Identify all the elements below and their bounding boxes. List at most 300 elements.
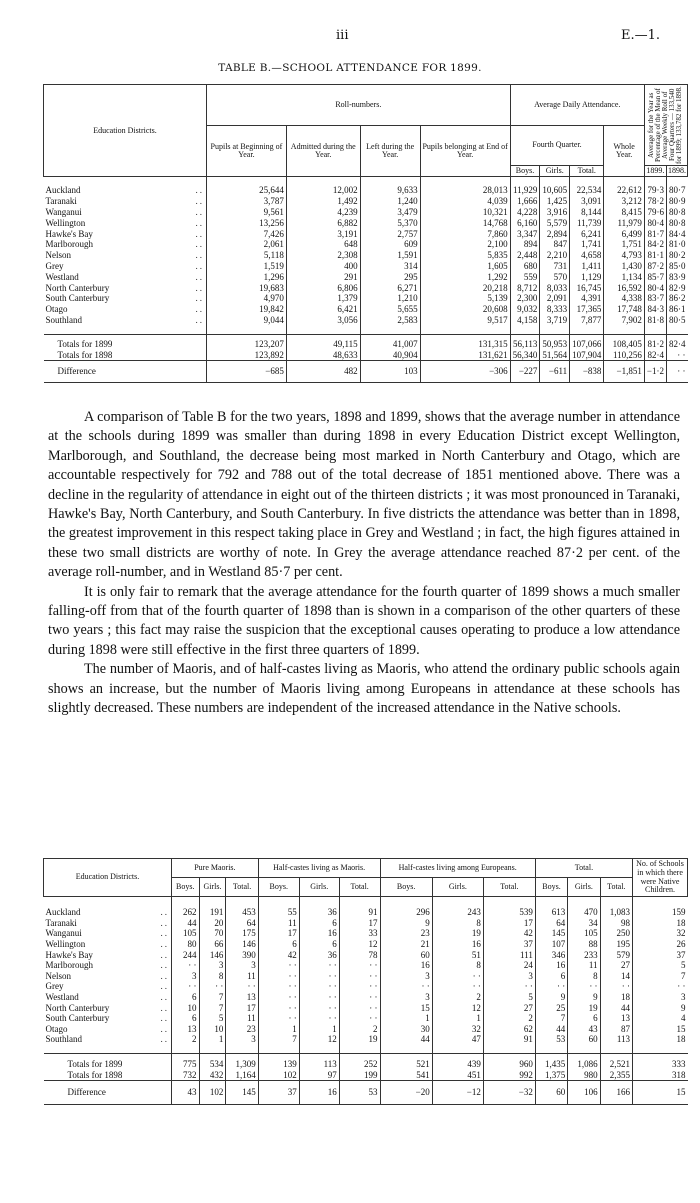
- table-cell: 9: [535, 992, 567, 1003]
- district-label: Westland: [45, 271, 79, 282]
- table-cell: 3,787: [207, 196, 287, 207]
- table-cell: 7,860: [420, 229, 510, 240]
- table-cell: −1,851: [604, 361, 644, 383]
- table-cell: 9,517: [420, 315, 510, 334]
- table-cell: 3,212: [604, 196, 644, 207]
- table-cell: 145: [535, 928, 567, 939]
- table-b: [43, 84, 688, 383]
- table-cell: 8,144: [570, 207, 604, 218]
- table-cell: 30: [380, 1024, 432, 1035]
- table-cell: 4: [633, 1013, 688, 1024]
- col-header-pupils-begin: Pupils at Beginning of Year.: [207, 126, 287, 177]
- table-cell: 36: [299, 950, 339, 961]
- table-cell: 613: [535, 897, 567, 918]
- table-row: [44, 334, 688, 349]
- table-cell: 244: [172, 950, 200, 961]
- table-cell: 6,882: [286, 218, 360, 229]
- table-cell: 252: [339, 1053, 380, 1069]
- table-cell: 1,425: [540, 196, 570, 207]
- table-cell: 66: [199, 939, 226, 950]
- district-label: Wellington: [45, 217, 86, 228]
- table-cell: −611: [540, 361, 570, 383]
- table-row: [44, 361, 688, 383]
- table-cell: 44: [172, 918, 200, 929]
- table-cell: 10,321: [420, 207, 510, 218]
- table-cell: 106: [568, 1081, 600, 1105]
- table-cell: 3: [226, 1034, 258, 1053]
- table-cell: 91: [339, 897, 380, 918]
- table-cell: 8: [432, 918, 483, 929]
- table-cell: 6,421: [286, 304, 360, 315]
- district-name: Grey ..: [45, 260, 204, 271]
- district-label: Southland: [45, 1034, 83, 1045]
- district-name: Wellington ..: [45, 938, 169, 949]
- table-cell: 541: [380, 1070, 432, 1081]
- table-cell: 3: [226, 960, 258, 971]
- table-cell: 26: [633, 939, 688, 950]
- table-cell: 2,757: [360, 229, 420, 240]
- table-cell: 7: [258, 1034, 299, 1053]
- table-row: [44, 283, 688, 294]
- table-cell: 314: [360, 261, 420, 272]
- col-header-whole-year: Whole Year.: [604, 126, 644, 177]
- col-header-half-castes-europeans: Half-castes living among Europeans.: [380, 859, 535, 878]
- col-header-1898: 1898.: [667, 166, 686, 175]
- table-cell: 847: [540, 239, 570, 250]
- table-row: [44, 177, 688, 196]
- table-cell: 3: [483, 971, 535, 982]
- district-name: Taranaki ..: [45, 917, 169, 928]
- table-cell: 2,100: [420, 239, 510, 250]
- table-cell: 5,118: [207, 250, 287, 261]
- table-cell: 6: [299, 918, 339, 929]
- table-row: [44, 304, 688, 315]
- table-cell: 775: [172, 1053, 200, 1069]
- table-cell: 296: [380, 897, 432, 918]
- district-label: North Canterbury: [45, 1002, 110, 1013]
- table-cell: 44: [380, 1034, 432, 1053]
- table-cell: 97: [299, 1070, 339, 1081]
- table-cell: 8,415: [604, 207, 644, 218]
- district-name: Marlborough ..: [45, 960, 169, 971]
- table-cell: 8,333: [540, 304, 570, 315]
- table-cell: −227: [510, 361, 540, 383]
- table-cell: 86·1: [666, 304, 687, 315]
- district-label: Nelson: [45, 250, 71, 261]
- table-cell: 8: [199, 971, 226, 982]
- district-name: Marlborough ..: [45, 239, 204, 250]
- table-cell: 83·9: [666, 272, 687, 283]
- table-row: [44, 981, 688, 992]
- table-cell: 3: [380, 992, 432, 1003]
- table-cell: 4,239: [286, 207, 360, 218]
- table-cell: 145: [226, 1081, 258, 1105]
- table-cell: · ·: [199, 981, 226, 992]
- district-name: Auckland ..: [45, 185, 204, 196]
- table-cell: 3,916: [540, 207, 570, 218]
- table-row: [44, 350, 688, 361]
- col-header-roll: Roll-numbers.: [207, 85, 511, 126]
- district-label: Marlborough: [45, 960, 93, 971]
- table-row: [44, 1024, 688, 1035]
- table-cell: · ·: [258, 981, 299, 992]
- table-cell: 15: [633, 1024, 688, 1035]
- district-name: Otago ..: [45, 304, 204, 315]
- table-cell: 1,591: [360, 250, 420, 261]
- table-cell: 11: [258, 918, 299, 929]
- percentage-header-text: Average for the Year as Percentage of the Mean of Average Weekly Roll of Four Quarters — 133,540 for 1899; 133,782 for 1898.: [647, 86, 684, 164]
- table-cell: 9: [633, 1003, 688, 1014]
- table-cell: 20,608: [420, 304, 510, 315]
- district-name: [44, 1070, 172, 1081]
- table-cell: 13,256: [207, 218, 287, 229]
- table-cell: 44: [600, 1003, 632, 1014]
- table-cell: 1,435: [535, 1053, 567, 1069]
- table-row: [44, 928, 688, 939]
- table-cell: 1: [299, 1024, 339, 1035]
- table-cell: 55: [258, 897, 299, 918]
- table-cell: 85·0: [666, 261, 687, 272]
- district-label: Wellington: [45, 938, 86, 949]
- table-cell: · ·: [299, 960, 339, 971]
- table-row: [44, 196, 688, 207]
- table-cell: 16,592: [604, 283, 644, 294]
- table-cell: 85·7: [644, 272, 666, 283]
- table-cell: 60: [535, 1081, 567, 1105]
- district-name: [44, 1081, 172, 1105]
- table-cell: 166: [600, 1081, 632, 1105]
- page-header: [0, 28, 700, 46]
- table-row: [44, 1003, 688, 1014]
- table-cell: 243: [432, 897, 483, 918]
- table-cell: 3,347: [510, 229, 540, 240]
- col-header-boys: Boys.: [258, 878, 299, 897]
- table-cell: 2,210: [540, 250, 570, 261]
- table-cell: 19: [568, 1003, 600, 1014]
- table-cell: 1,309: [226, 1053, 258, 1069]
- district-name: Nelson ..: [45, 250, 204, 261]
- table-row: [44, 1053, 688, 1069]
- table-cell: 81·1: [644, 250, 666, 261]
- table-cell: 4,338: [604, 293, 644, 304]
- table-cell: 2,448: [510, 250, 540, 261]
- col-header-boys: Boys.: [380, 878, 432, 897]
- table-cell: 82·4: [644, 350, 666, 361]
- table-cell: 81·2: [644, 334, 666, 349]
- district-name: Southland ..: [45, 314, 204, 325]
- table-cell: 732: [172, 1070, 200, 1081]
- table-row: [44, 250, 688, 261]
- table-cell: 16,745: [570, 283, 604, 294]
- table-cell: 37: [258, 1081, 299, 1105]
- table-cell: 400: [286, 261, 360, 272]
- col-header-left: Left during the Year.: [360, 126, 420, 177]
- table-cell: · ·: [172, 960, 200, 971]
- district-name: North Canterbury ..: [45, 1002, 169, 1013]
- district-label: Hawke's Bay: [45, 949, 93, 960]
- table-cell: 25,644: [207, 177, 287, 196]
- table-cell: · ·: [535, 981, 567, 992]
- table-cell: 1,666: [510, 196, 540, 207]
- table-cell: 60: [568, 1034, 600, 1053]
- table-cell: 42: [483, 928, 535, 939]
- table-row: [44, 1034, 688, 1053]
- table-cell: 83·7: [644, 293, 666, 304]
- table-cell: 262: [172, 897, 200, 918]
- table-cell: 1,292: [420, 272, 510, 283]
- table-row: [44, 1070, 688, 1081]
- table-cell: 579: [600, 950, 632, 961]
- table-cell: 1,134: [604, 272, 644, 283]
- table-cell: 5,370: [360, 218, 420, 229]
- table-cell: 84·3: [644, 304, 666, 315]
- table-cell: 34: [568, 918, 600, 929]
- table-cell: 521: [380, 1053, 432, 1069]
- table-cell: 2,308: [286, 250, 360, 261]
- district-label: South Canterbury: [45, 293, 110, 304]
- district-label: Otago: [45, 304, 68, 315]
- table-cell: 32: [633, 928, 688, 939]
- table-cell: 451: [432, 1070, 483, 1081]
- table-cell: · ·: [299, 1013, 339, 1024]
- table-cell: 5,835: [420, 250, 510, 261]
- table-cell: 7: [633, 971, 688, 982]
- table-cell: 17: [258, 928, 299, 939]
- table-cell: 3,191: [286, 229, 360, 240]
- table-cell: 3: [380, 971, 432, 982]
- table-row: [44, 1081, 688, 1105]
- table-row: [44, 207, 688, 218]
- col-header-pure-maoris: Pure Maoris.: [172, 859, 259, 878]
- col-header-girls: Girls.: [540, 166, 570, 177]
- table-cell: 78: [339, 950, 380, 961]
- table-cell: 4,970: [207, 293, 287, 304]
- table-cell: 5,139: [420, 293, 510, 304]
- table-cell: 17: [483, 918, 535, 929]
- district-name: Westland ..: [45, 271, 204, 282]
- table-cell: 84·4: [666, 229, 687, 240]
- table-cell: 43: [172, 1081, 200, 1105]
- table-cell: 7: [199, 992, 226, 1003]
- table-cell: 139: [258, 1053, 299, 1069]
- table-cell: 3,091: [570, 196, 604, 207]
- district-label: Wanganui: [45, 928, 82, 939]
- table-cell: 103: [360, 361, 420, 383]
- table-cell: · ·: [666, 361, 687, 383]
- table-cell: · ·: [258, 992, 299, 1003]
- table-cell: 98: [600, 918, 632, 929]
- table-cell: · ·: [299, 981, 339, 992]
- table-row: [44, 315, 688, 334]
- table-cell: 1: [258, 1024, 299, 1035]
- table-cell: · ·: [633, 981, 688, 992]
- table-cell: 1,210: [360, 293, 420, 304]
- table-cell: 1: [380, 1013, 432, 1024]
- col-header-total: Total.: [600, 878, 632, 897]
- table-cell: 11: [568, 960, 600, 971]
- table-cell: 250: [600, 928, 632, 939]
- district-name: Wellington ..: [45, 217, 204, 228]
- table-cell: · ·: [172, 981, 200, 992]
- table-cell: 960: [483, 1053, 535, 1069]
- table-cell: 4,228: [510, 207, 540, 218]
- table-cell: · ·: [258, 971, 299, 982]
- table-row: [44, 918, 688, 929]
- district-name: Hawke's Bay ..: [45, 949, 169, 960]
- paragraph: The number of Maoris, and of half-castes living as Maoris, who attend the ordinary public schools again shows an increase, but the number of Maoris living among Europeans in attendance at these schools has slightly decreased. These numbers are independent of the increased attendance in the Native schools.: [48, 661, 680, 717]
- table-cell: 6,499: [604, 229, 644, 240]
- col-header-girls: Girls.: [299, 878, 339, 897]
- table-cell: 24: [483, 960, 535, 971]
- table-cell: 16: [380, 960, 432, 971]
- table-cell: 113: [299, 1053, 339, 1069]
- col-header-total: Total.: [339, 878, 380, 897]
- table-cell: 131,315: [420, 334, 510, 349]
- table-cell: 4,391: [570, 293, 604, 304]
- paragraph: A comparison of Table B for the two years, 1898 and 1899, shows that the average number in attendance at the schools during 1899 was smaller than during 1898 in every Education District except Wellington, Marlborough, and Southland, the decrease being most marked in North Canterbury and Otago, which are accountable respectively for 792 and 788 out of the total decrease of 1851 mentioned above. There was a decline in the regularity of attendance in eight out of the thirteen districts ; it was most pronounced in Taranaki, Hawke's Bay, North Canterbury, and South Canterbury. In five districts the attendance was better than in 1898, the greatest improvement in this respect taking place in Grey and Westland ; in fact, the high figures attained in these two small districts are worthy of note. In Grey the average attendance reached 87·2 per cent. of the average roll-number, and in Westland 85·7 per cent.: [48, 409, 680, 581]
- table-cell: 80·4: [644, 283, 666, 294]
- table-cell: 8,712: [510, 283, 540, 294]
- table-cell: 159: [633, 897, 688, 918]
- table-cell: · ·: [666, 350, 687, 361]
- table-cell: 25: [535, 1003, 567, 1014]
- table-cell: −838: [570, 361, 604, 383]
- district-label: Westland: [45, 991, 79, 1002]
- table-cell: 22,534: [570, 177, 604, 196]
- table-cell: 432: [199, 1070, 226, 1081]
- table-cell: 53: [339, 1081, 380, 1105]
- table-cell: 453: [226, 897, 258, 918]
- table-cell: −685: [207, 361, 287, 383]
- table-row: [44, 950, 688, 961]
- col-header-average: Average Daily Attendance.: [510, 85, 644, 126]
- table-row: [44, 992, 688, 1003]
- table-cell: 11,979: [604, 218, 644, 229]
- table-cell: 6,160: [510, 218, 540, 229]
- table-cell: 19: [432, 928, 483, 939]
- col-header-pupils-end: Pupils belonging at End of Year.: [420, 126, 510, 177]
- commentary-text: [48, 408, 680, 719]
- table-row: [44, 897, 688, 918]
- table-cell: 43: [568, 1024, 600, 1035]
- table-cell: 199: [339, 1070, 380, 1081]
- table-cell: 80·2: [666, 250, 687, 261]
- table-cell: 1,083: [600, 897, 632, 918]
- table-cell: 70: [199, 928, 226, 939]
- table-cell: 4,039: [420, 196, 510, 207]
- table-cell: 1,519: [207, 261, 287, 272]
- table-cell: 108,405: [604, 334, 644, 349]
- table-cell: 295: [360, 272, 420, 283]
- table-cell: 87: [600, 1024, 632, 1035]
- table-cell: 80·5: [666, 315, 687, 334]
- col-header-boys: Boys.: [172, 878, 200, 897]
- table-cell: 2: [483, 1013, 535, 1024]
- table-cell: 6,806: [286, 283, 360, 294]
- table-cell: · ·: [258, 1003, 299, 1014]
- table-cell: · ·: [380, 981, 432, 992]
- table-cell: · ·: [432, 971, 483, 982]
- district-label: Grey: [45, 981, 64, 992]
- table-cell: 81·0: [666, 239, 687, 250]
- table-cell: 19: [339, 1034, 380, 1053]
- table-cell: 539: [483, 897, 535, 918]
- table-cell: 6: [568, 1013, 600, 1024]
- district-label: Hawke's Bay: [45, 228, 93, 239]
- table-cell: · ·: [339, 1013, 380, 1024]
- district-name: Nelson ..: [45, 970, 169, 981]
- table-cell: · ·: [432, 981, 483, 992]
- table-cell: 3: [633, 992, 688, 1003]
- table-cell: 23: [380, 928, 432, 939]
- table-cell: 60: [380, 950, 432, 961]
- district-name: Southland ..: [45, 1034, 169, 1045]
- table-cell: · ·: [339, 971, 380, 982]
- district-label: Totals for 1899: [57, 338, 113, 349]
- district-name: Westland ..: [45, 991, 169, 1002]
- table-cell: 5,655: [360, 304, 420, 315]
- table-row: [44, 218, 688, 229]
- col-header-girls: Girls.: [432, 878, 483, 897]
- table-cell: 81·8: [644, 315, 666, 334]
- table-cell: 23: [226, 1024, 258, 1035]
- table-cell: 82·4: [666, 334, 687, 349]
- table-cell: 439: [432, 1053, 483, 1069]
- table-cell: 84·2: [644, 239, 666, 250]
- table-cell: 8: [568, 971, 600, 982]
- table-cell: 318: [633, 1070, 688, 1081]
- table-cell: 3,719: [540, 315, 570, 334]
- table-cell: 470: [568, 897, 600, 918]
- table-cell: 559: [510, 272, 540, 283]
- table-cell: 8,033: [540, 283, 570, 294]
- col-header-boys: Boys.: [535, 878, 567, 897]
- col-header-total: Total.: [483, 878, 535, 897]
- table-cell: 12: [432, 1003, 483, 1014]
- table-cell: 1,492: [286, 196, 360, 207]
- table-cell: 14,768: [420, 218, 510, 229]
- table-cell: 36: [299, 897, 339, 918]
- table-cell: 12,002: [286, 177, 360, 196]
- table-cell: 333: [633, 1053, 688, 1069]
- district-name: Auckland ..: [45, 907, 169, 918]
- table-cell: 146: [199, 950, 226, 961]
- table-cell: −12: [432, 1081, 483, 1105]
- table-cell: 9,032: [510, 304, 540, 315]
- district-name: Otago ..: [45, 1023, 169, 1034]
- table-cell: 5: [483, 992, 535, 1003]
- table-cell: 37: [633, 950, 688, 961]
- table-cell: 7,426: [207, 229, 287, 240]
- table-cell: 10,605: [540, 177, 570, 196]
- col-header-1899: 1899.: [644, 166, 666, 177]
- district-label: Grey: [45, 260, 64, 271]
- table-cell: · ·: [339, 1003, 380, 1014]
- district-label: Nelson: [45, 970, 71, 981]
- table-cell: 56,113: [510, 334, 540, 349]
- table-cell: 11: [226, 1013, 258, 1024]
- table-cell: 47: [432, 1034, 483, 1053]
- table-cell: 13: [226, 992, 258, 1003]
- table-cell: 10: [172, 1003, 200, 1014]
- table-cell: 1: [199, 1034, 226, 1053]
- table-cell: 91: [483, 1034, 535, 1053]
- table-cell: 131,621: [420, 350, 510, 361]
- col-header-district: Education Districts.: [44, 859, 172, 897]
- table-cell: 16: [535, 960, 567, 971]
- table-cell: −1·2: [644, 361, 666, 383]
- table-cell: · ·: [299, 971, 339, 982]
